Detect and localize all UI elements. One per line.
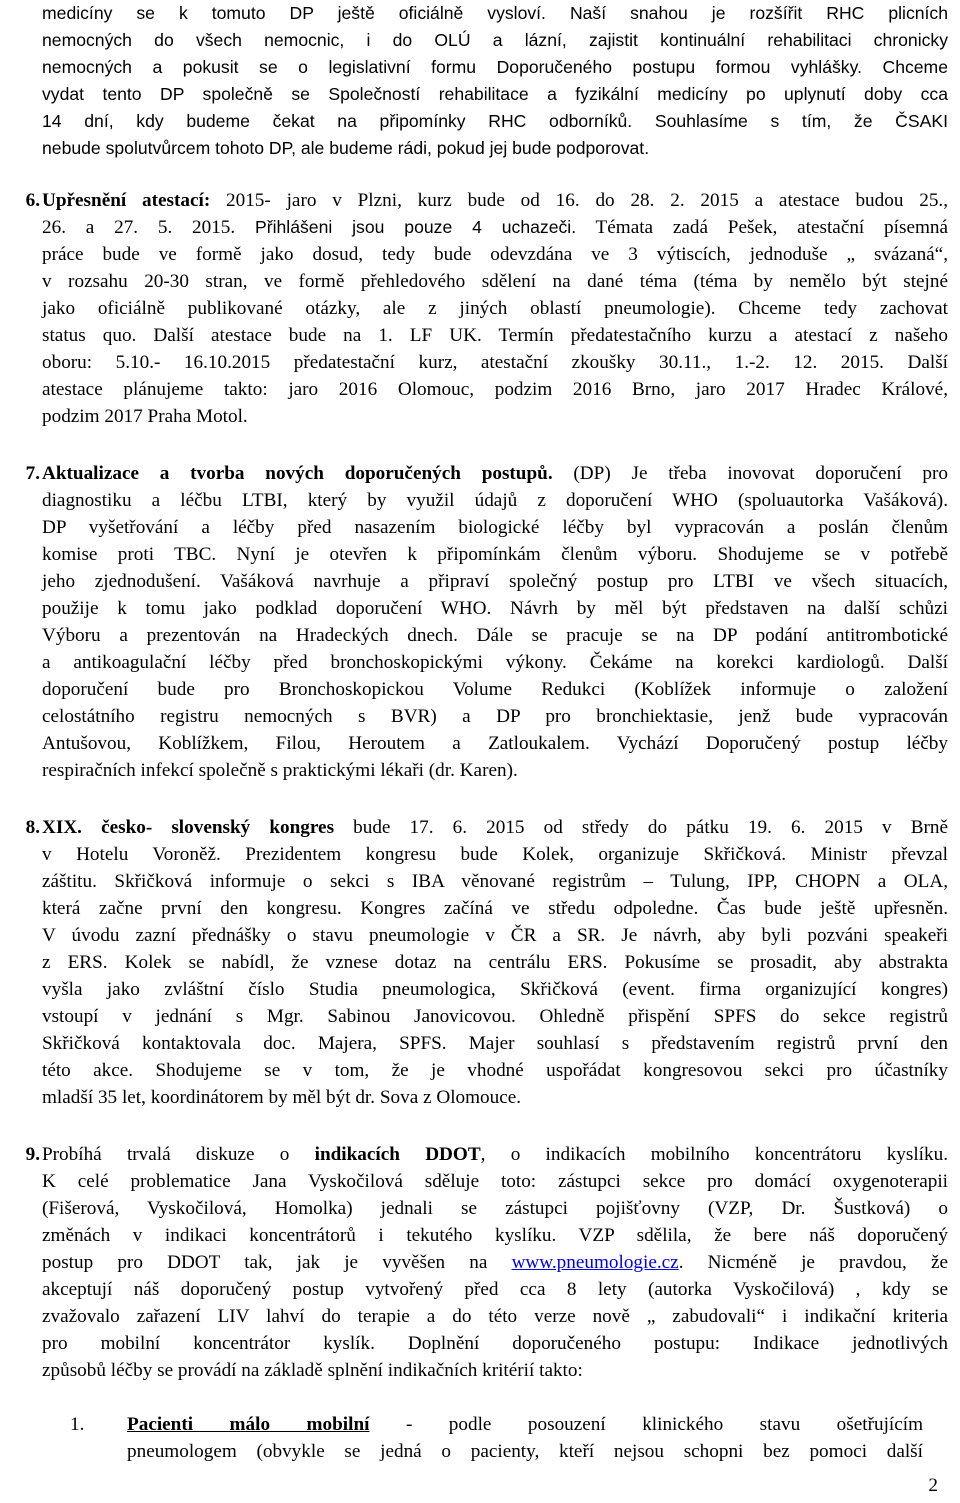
item-line: zvažovalo zařazení LIV lahví do terapie a do této verze nově „ zabudovali“ i indikační kriteria bbox=[42, 1306, 948, 1327]
page-number: 2 bbox=[928, 1475, 938, 1496]
item-line: respiračních infekcí společně s praktickými lékaři (dr. Karen). bbox=[42, 760, 518, 781]
item-line: doporučení bude pro Bronchoskopickou Volume Redukci (Koblížek informuje o založení bbox=[42, 679, 948, 700]
item-line: atestace plánujeme takto: jaro 2016 Olomouc, podzim 2016 Brno, jaro 2017 Hradec Králové, bbox=[42, 379, 948, 400]
item-number: 6. bbox=[25, 190, 40, 211]
intro-line: nebude spolutvůrcem tohoto DP, ale budeme rádi, pokud jej bude podporovat. bbox=[42, 138, 650, 158]
item-line: v Hotelu Voroněž. Prezidentem kongresu bude Kolek, organizuje Skřičková. Ministr převzal bbox=[42, 844, 948, 865]
item-number: 9. bbox=[25, 1144, 40, 1165]
intro-line: nemocných do všech nemocnic, i do OLÚ a lázní, zajistit kontinuální rehabilitaci chronicky bbox=[42, 30, 948, 50]
intro-line: medicíny se k tomuto DP ještě oficiálně vysloví. Naší snahou je rozšířit RHC plicních bbox=[42, 3, 948, 23]
intro-line: 14 dní, kdy budeme čekat na připomínky RHC odborníků. Souhlasíme s tím, že ČSAKI bbox=[42, 111, 948, 131]
item-line: této akce. Shodujeme se v tom, že je vhodné uspořádat kongresovou sekci pro účastníky bbox=[42, 1060, 948, 1081]
item-line: komise proti TBC. Nyní je otevřen k připomínkám členům výboru. Shodujeme se v potřebě bbox=[42, 544, 948, 565]
item-line: XIX. česko- slovenský kongres bude 17. 6. 2015 od středy do pátku 19. 6. 2015 v Brně bbox=[42, 817, 949, 838]
item-line: Skřičková kontaktovala doc. Majera, SPFS. Majer souhlasí s představením registrů první den bbox=[42, 1033, 948, 1054]
sublist-line: pneumologem (obvykle se jedná o pacienty, kteří nejsou schopni bez pomoci další bbox=[127, 1441, 923, 1462]
item-number: 8. bbox=[25, 817, 40, 838]
item-line: vstoupí v jednání s Mgr. Sabinou Janovicovou. Ohledně přispění SPFS do sekce registrů bbox=[42, 1006, 948, 1027]
item-line: a antikoagulační léčby před bronchoskopickými výkony. Čekáme na korekci kardiologů. Další bbox=[42, 652, 948, 673]
item-line: podzim 2017 Praha Motol. bbox=[42, 406, 248, 427]
item-line: jeho zjednodušení. Vašáková navrhuje a připraví společný postup pro LTBI ve všech situacích, bbox=[42, 571, 948, 592]
item-line: Antušovou, Koblížkem, Filou, Heroutem a Zatloukalem. Vychází Doporučený postup léčby bbox=[42, 733, 948, 754]
item-line: Probíhá trvalá diskuze o indikacích DDOT, o indikacích mobilního koncentrátoru kyslíku. bbox=[42, 1144, 948, 1165]
intro-line: vydat tento DP společně se Společností rehabilitace a fyzikální medicíny po uplynutí doby cca bbox=[42, 84, 948, 104]
sublist-line: Pacienti málo mobilní - podle posouzení klinického stavu ošetřujícím bbox=[127, 1414, 923, 1435]
item-line: použije k tomu jako podklad doporučení WHO. Návrh by měl být představen na další schůzi bbox=[42, 598, 948, 619]
item-line: Výboru a prezentován na Hradeckých dnech. Dále se pracuje se na DP podání antitrombotické bbox=[42, 625, 948, 646]
item-line: Upřesnění atestací: 2015- jaro v Plzni, kurz bude od 16. do 28. 2. 2015 a atestace budou 25., bbox=[42, 190, 949, 211]
item-line: V úvodu zazní přednášky o stavu pneumologie v ČR a SR. Je návrh, aby byli pozváni speakeři bbox=[42, 925, 948, 946]
pneumologie-link[interactable]: www.pneumologie.cz bbox=[511, 1252, 679, 1273]
item-line: Aktualizace a tvorba nových doporučených postupů. (DP) Je třeba inovovat doporučení pro bbox=[42, 463, 948, 484]
item-line: (Fišerová, Vyskočilová, Homolka) jednali se zástupci pojišťovny (VZP, Dr. Šustková) o bbox=[42, 1198, 948, 1219]
item-line: postup pro DDOT tak, jak je vyvěšen na www.pneumologie.cz. Nicméně je pravdou, že bbox=[42, 1252, 948, 1273]
sublist-number: 1. bbox=[70, 1414, 85, 1435]
item-line: akceptují náš doporučený postup vytvořený před cca 8 lety (autorka Vyskočilová) , kdy se bbox=[42, 1279, 948, 1300]
item-line: práce bude ve formě jako dosud, tedy bude odevzdána ve 3 výtiscích, jednoduše „ svázaná“, bbox=[42, 244, 948, 265]
item-line: vyšla jako zvláštní číslo Studia pneumologica, Skřičková (event. firma organizující kongres) bbox=[42, 979, 948, 1000]
sublist-heading: Pacienti málo mobilní bbox=[127, 1414, 370, 1435]
item-line: oboru: 5.10.- 16.10.2015 předatestační kurz, atestační zkoušky 30.11., 1.-2. 12. 2015. Další bbox=[42, 352, 948, 373]
item-line: celostátního registru nemocných s BVR) a DP pro bronchiektasie, jenž bude vypracován bbox=[42, 706, 948, 727]
item-line: změnách v indikaci koncentrátorů i tekutého kyslíku. VZP sdělila, že bere náš doporučený bbox=[42, 1225, 948, 1246]
item-line: diagnostiku a léčbu LTBI, který by využil údajů z doporučení WHO (spoluautorka Vašáková). bbox=[42, 490, 948, 511]
item-heading: Upřesnění atestací: bbox=[42, 190, 211, 211]
item-line: DP vyšetřování a léčby před nasazením biologické léčby byl vypracován a poslán členům bbox=[42, 517, 948, 538]
item-line: status quo. Další atestace bude na 1. LF UK. Termín předatestačního kurzu a atestací z našeho bbox=[42, 325, 948, 346]
item-heading: Aktualizace a tvorba nových doporučených postupů. bbox=[42, 463, 553, 484]
item-line: z ERS. Kolek se nabídl, že vznese dotaz na centrálu ERS. Pokusíme se prosadit, aby abstrakta bbox=[42, 952, 948, 973]
item-line: záštitu. Skřičková informuje o sekci s IBA věnované registrům – Tulung, IPP, CHOPN a OLA, bbox=[42, 871, 948, 892]
item-line: v rozsahu 20-30 stran, ve formě přehledového sdělení na dané téma (téma by nemělo být stejné bbox=[42, 271, 948, 292]
item-line: K celé problematice Jana Vyskočilová sděluje toto: zástupci sekce pro domácí oxygenoterapii bbox=[42, 1171, 948, 1192]
item-line: jako oficiálně publikované otázky, ale z jiných oblastí pneumologie). Chceme tedy zachovat bbox=[42, 298, 948, 319]
item-heading: indikacích DDOT bbox=[314, 1144, 481, 1165]
item-heading: XIX. česko- slovenský kongres bbox=[42, 817, 335, 838]
item-line: způsobů léčby se provádí na základě splnění indikačních kritérií takto: bbox=[42, 1360, 583, 1381]
intro-line: nemocných a pokusit se o legislativní formu Doporučeného postupu formou vyhlášky. Chceme bbox=[42, 57, 948, 77]
item-number: 7. bbox=[25, 463, 40, 484]
item-line: 26. a 27. 5. 2015. Přihlášeni jsou pouze 4 uchazeči. Témata zadá Pešek, atestační písemná bbox=[42, 217, 948, 238]
item-line: která začne první den kongresu. Kongres začíná ve středu odpoledne. Čas bude ještě upřesněn. bbox=[42, 898, 948, 919]
item-line: mladší 35 let, koordinátorem by měl být dr. Sova z Olomouce. bbox=[42, 1087, 522, 1108]
item-line: pro mobilní koncentrátor kyslík. Doplnění doporučeného postupu: Indikace jednotlivých bbox=[42, 1333, 948, 1354]
